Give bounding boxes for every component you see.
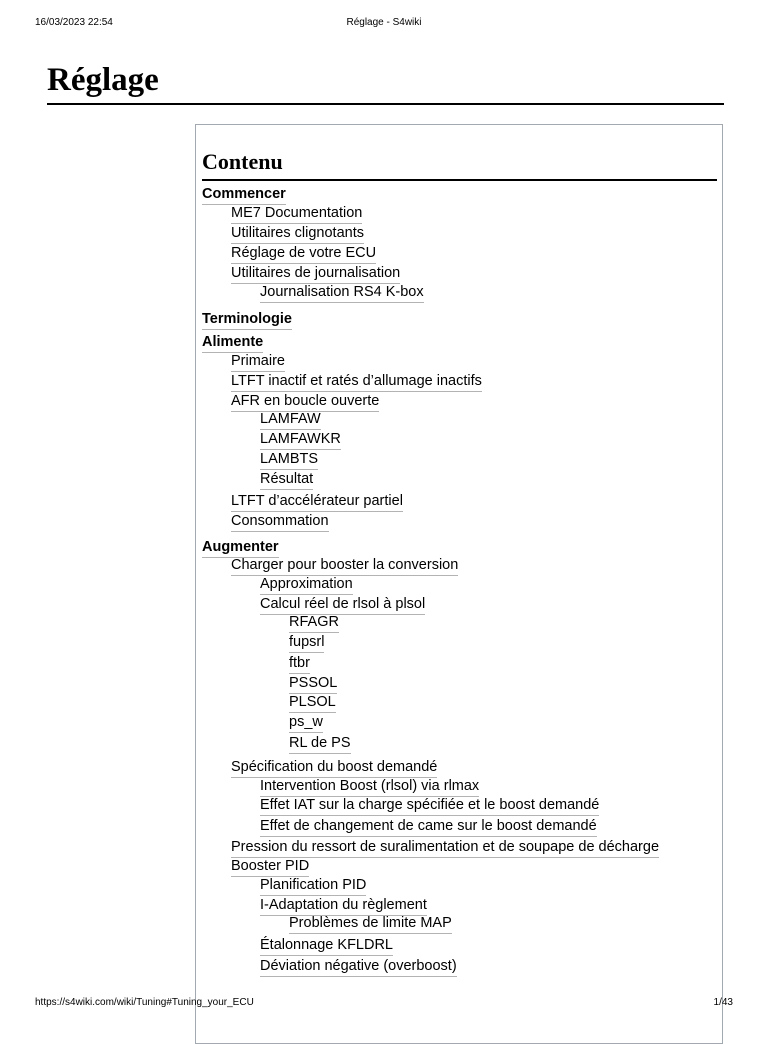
- toc-heading: Contenu: [202, 149, 283, 174]
- toc-item-21[interactable]: Calcul réel de rlsol à plsol: [260, 595, 425, 615]
- table-of-contents: [195, 124, 723, 1044]
- toc-item-20[interactable]: Approximation: [260, 575, 353, 595]
- toc-item-34[interactable]: Booster PID: [231, 857, 309, 877]
- toc-item-15[interactable]: Résultat: [260, 470, 313, 490]
- toc-item-8[interactable]: Alimente: [202, 333, 263, 353]
- toc-item-35[interactable]: Planification PID: [260, 876, 366, 896]
- toc-item-31[interactable]: Effet IAT sur la charge spécifiée et le boost demandé: [260, 796, 599, 816]
- toc-item-5[interactable]: Utilitaires de journalisation: [231, 264, 400, 284]
- toc-item-27[interactable]: ps_w: [289, 713, 323, 733]
- toc-item-23[interactable]: fupsrl: [289, 633, 324, 653]
- toc-item-2[interactable]: ME7 Documentation: [231, 204, 362, 224]
- toc-item-26[interactable]: PLSOL: [289, 693, 336, 713]
- toc-item-39[interactable]: Déviation négative (overboost): [260, 957, 457, 977]
- toc-item-19[interactable]: Charger pour booster la conversion: [231, 556, 458, 576]
- toc-item-13[interactable]: LAMFAWKR: [260, 430, 341, 450]
- toc-item-32[interactable]: Effet de changement de came sur le boost demandé: [260, 817, 597, 837]
- toc-item-16[interactable]: LTFT d’accélérateur partiel: [231, 492, 403, 512]
- toc-item-28[interactable]: RL de PS: [289, 734, 351, 754]
- toc-item-17[interactable]: Consommation: [231, 512, 329, 532]
- print-datetime: 16/03/2023 22:54: [35, 17, 113, 28]
- toc-item-4[interactable]: Réglage de votre ECU: [231, 244, 376, 264]
- print-footer: [35, 997, 733, 1011]
- toc-item-11[interactable]: AFR en boucle ouverte: [231, 392, 379, 412]
- toc-item-6[interactable]: Journalisation RS4 K-box: [260, 283, 424, 303]
- print-url: https://s4wiki.com/wiki/Tuning#Tuning_your_ECU: [35, 997, 254, 1008]
- title-divider: [47, 103, 724, 105]
- toc-item-29[interactable]: Spécification du boost demandé: [231, 758, 437, 778]
- toc-item-36[interactable]: I-Adaptation du règlement: [260, 896, 427, 916]
- toc-item-25[interactable]: PSSOL: [289, 674, 337, 694]
- toc-item-1[interactable]: Commencer: [202, 185, 286, 205]
- toc-item-22[interactable]: RFAGR: [289, 613, 339, 633]
- toc-item-30[interactable]: Intervention Boost (rlsol) via rlmax: [260, 777, 479, 797]
- toc-item-38[interactable]: Étalonnage KFLDRL: [260, 936, 393, 956]
- toc-item-10[interactable]: LTFT inactif et ratés d’allumage inactifs: [231, 372, 482, 392]
- page-number: 1/43: [713, 997, 733, 1008]
- page-title: Réglage: [47, 62, 159, 98]
- print-page-title: Réglage - S4wiki: [346, 17, 422, 28]
- toc-item-12[interactable]: LAMFAW: [260, 410, 321, 430]
- toc-item-7[interactable]: Terminologie: [202, 310, 292, 330]
- toc-item-24[interactable]: ftbr: [289, 654, 310, 674]
- toc-item-3[interactable]: Utilitaires clignotants: [231, 224, 364, 244]
- toc-item-33[interactable]: Pression du ressort de suralimentation et de soupape de décharge: [231, 838, 659, 858]
- toc-divider: [202, 179, 717, 181]
- toc-item-18[interactable]: Augmenter: [202, 538, 279, 558]
- toc-item-9[interactable]: Primaire: [231, 352, 285, 372]
- print-header: [35, 17, 733, 31]
- toc-item-37[interactable]: Problèmes de limite MAP: [289, 914, 452, 934]
- toc-item-14[interactable]: LAMBTS: [260, 450, 318, 470]
